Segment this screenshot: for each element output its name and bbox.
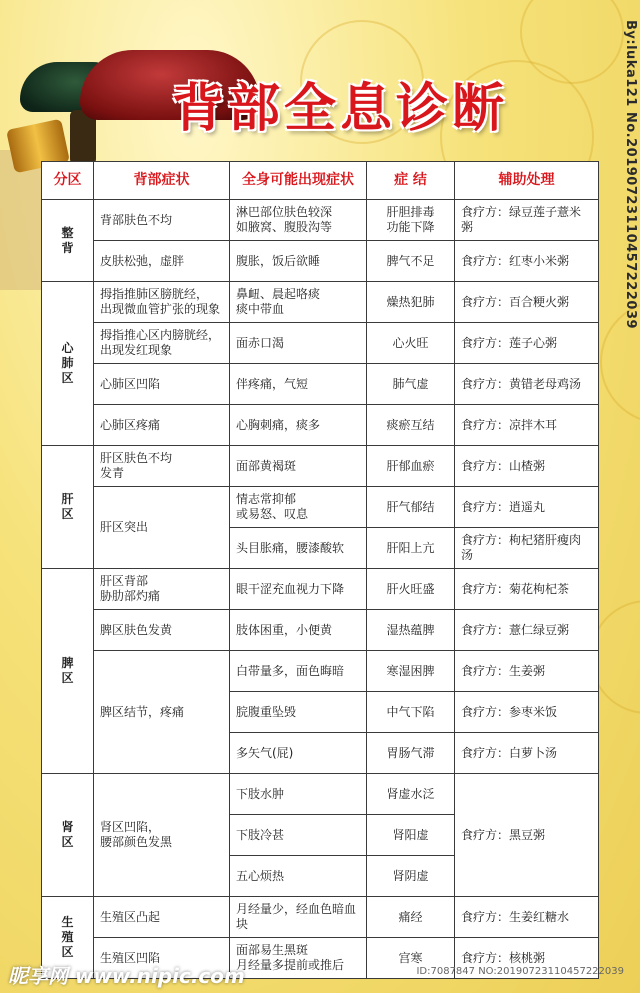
- body-symptom: 多矢气(屁): [230, 733, 367, 774]
- table-row: [42, 610, 599, 651]
- table-header-row: [42, 162, 599, 200]
- treatment: 食疗方：莲子心粥: [455, 323, 599, 364]
- syndrome: 肝胆排毒 功能下降: [367, 200, 455, 241]
- table-row: [42, 487, 599, 528]
- header-syndrome: 症 结: [367, 162, 455, 200]
- syndrome: 肝火旺盛: [367, 569, 455, 610]
- treatment: 食疗方：薏仁绿豆粥: [455, 610, 599, 651]
- back-symptom: 拇指推肺区膀胱经， 出现微血管扩张的现象: [94, 282, 230, 323]
- treatment: 食疗方：白萝卜汤: [455, 733, 599, 774]
- back-symptom: 拇指推心区内膀胱经， 出现发红现象: [94, 323, 230, 364]
- image-id-text: ID:7087847 NO:20190723110457222039: [416, 966, 624, 977]
- syndrome: 痰瘀互结: [367, 405, 455, 446]
- body-symptom: 面部黄褐斑: [230, 446, 367, 487]
- body-symptom: 五心烦热: [230, 856, 367, 897]
- treatment: 食疗方：红枣小米粥: [455, 241, 599, 282]
- syndrome: 痛经: [367, 897, 455, 938]
- syndrome: 湿热蕴脾: [367, 610, 455, 651]
- table-row: [42, 241, 599, 282]
- body-symptom: 腹胀，饭后欲睡: [230, 241, 367, 282]
- treatment: 食疗方：绿豆莲子薏米粥: [455, 200, 599, 241]
- zone-liver: 肝 区: [42, 446, 94, 569]
- syndrome: 肝阳上亢: [367, 528, 455, 569]
- body-symptom: 下肢冷甚: [230, 815, 367, 856]
- treatment: 食疗方：生姜红糖水: [455, 897, 599, 938]
- page-title: 背部全息诊断: [171, 79, 508, 139]
- treatment: 食疗方：生姜粥: [455, 651, 599, 692]
- table-row: [42, 282, 599, 323]
- back-symptom: 皮肤松弛，虚胖: [94, 241, 230, 282]
- back-symptom: 心肺区凹陷: [94, 364, 230, 405]
- body-symptom: 鼻衄、晨起咯痰 痰中带血: [230, 282, 367, 323]
- treatment: 食疗方：核桃粥: [455, 938, 599, 979]
- diagnosis-table: [41, 161, 599, 979]
- back-symptom: 肝区肤色不均 发青: [94, 446, 230, 487]
- body-symptom: 头目胀痛，腰漆酸软: [230, 528, 367, 569]
- syndrome: 宫寒: [367, 938, 455, 979]
- body-symptom: 心胸刺痛，痰多: [230, 405, 367, 446]
- body-symptom: 情志常抑郁 或易怒、叹息: [230, 487, 367, 528]
- table-row: [42, 897, 599, 938]
- syndrome: 寒湿困脾: [367, 651, 455, 692]
- back-symptom: 脾区结节，疼痛: [94, 651, 230, 774]
- header-zone: 分区: [42, 162, 94, 200]
- syndrome: 肾阴虚: [367, 856, 455, 897]
- syndrome: 胃肠气滞: [367, 733, 455, 774]
- zone-heart-lung: 心 肺 区: [42, 282, 94, 446]
- header-back-symptom: 背部症状: [94, 162, 230, 200]
- body-symptom: 面部易生黑斑 月经量多提前或推后: [230, 938, 367, 979]
- treatment: 食疗方：菊花枸杞茶: [455, 569, 599, 610]
- treatment: 食疗方：凉拌木耳: [455, 405, 599, 446]
- treatment: 食疗方：黄错老母鸡汤: [455, 364, 599, 405]
- author-watermark: By:luka121 No.20190723110457222039: [623, 20, 638, 330]
- site-logo: 昵享网 www.nipic.com: [8, 964, 245, 988]
- body-symptom: 脘腹重坠毁: [230, 692, 367, 733]
- syndrome: 燥热犯肺: [367, 282, 455, 323]
- back-symptom: 脾区肤色发黄: [94, 610, 230, 651]
- table-row: [42, 200, 599, 241]
- zone-spleen: 脾 区: [42, 569, 94, 774]
- body-symptom: 白带量多，面色晦暗: [230, 651, 367, 692]
- zone-whole-back: 整 背: [42, 200, 94, 282]
- treatment: 食疗方：参枣米饭: [455, 692, 599, 733]
- treatment: 食疗方：逍遥丸: [455, 487, 599, 528]
- syndrome: 肺气虚: [367, 364, 455, 405]
- body-symptom: 面赤口渴: [230, 323, 367, 364]
- back-symptom: 肝区突出: [94, 487, 230, 569]
- zone-kidney: 肾 区: [42, 774, 94, 897]
- table-row: [42, 651, 599, 692]
- back-symptom: 背部肤色不均: [94, 200, 230, 241]
- syndrome: 肝气郁结: [367, 487, 455, 528]
- table-row: [42, 323, 599, 364]
- table-row: [42, 364, 599, 405]
- body-symptom: 月经量少，经血色暗血块: [230, 897, 367, 938]
- back-symptom: 心肺区疼痛: [94, 405, 230, 446]
- syndrome: 肾阳虚: [367, 815, 455, 856]
- body-symptom: 眼干涩充血视力下降: [230, 569, 367, 610]
- treatment: 食疗方：百合粳火粥: [455, 282, 599, 323]
- syndrome: 肝郁血瘀: [367, 446, 455, 487]
- treatment: 食疗方：黑豆粥: [455, 774, 599, 897]
- zone-reproductive: 生 殖 区: [42, 897, 94, 979]
- table-row: [42, 569, 599, 610]
- table-row: [42, 405, 599, 446]
- syndrome: 肾虚水泛: [367, 774, 455, 815]
- table-row: [42, 774, 599, 815]
- syndrome: 脾气不足: [367, 241, 455, 282]
- syndrome: 心火旺: [367, 323, 455, 364]
- header-body-symptom: 全身可能出现症状: [230, 162, 367, 200]
- body-symptom: 下肢水肿: [230, 774, 367, 815]
- back-symptom: 生殖区凹陷: [94, 938, 230, 979]
- body-symptom: 伴疼痛，气短: [230, 364, 367, 405]
- back-symptom: 肾区凹陷， 腰部颜色发黑: [94, 774, 230, 897]
- back-symptom: 生殖区凸起: [94, 897, 230, 938]
- header-treatment: 辅助处理: [455, 162, 599, 200]
- body-symptom: 肢体困重，小便黄: [230, 610, 367, 651]
- treatment: 食疗方：山楂粥: [455, 446, 599, 487]
- treatment: 食疗方：枸杞猪肝瘦肉汤: [455, 528, 599, 569]
- body-symptom: 淋巴部位肤色较深 如腋窝、腹股沟等: [230, 200, 367, 241]
- back-symptom: 肝区背部 胁肋部灼痛: [94, 569, 230, 610]
- table-row: [42, 446, 599, 487]
- syndrome: 中气下陷: [367, 692, 455, 733]
